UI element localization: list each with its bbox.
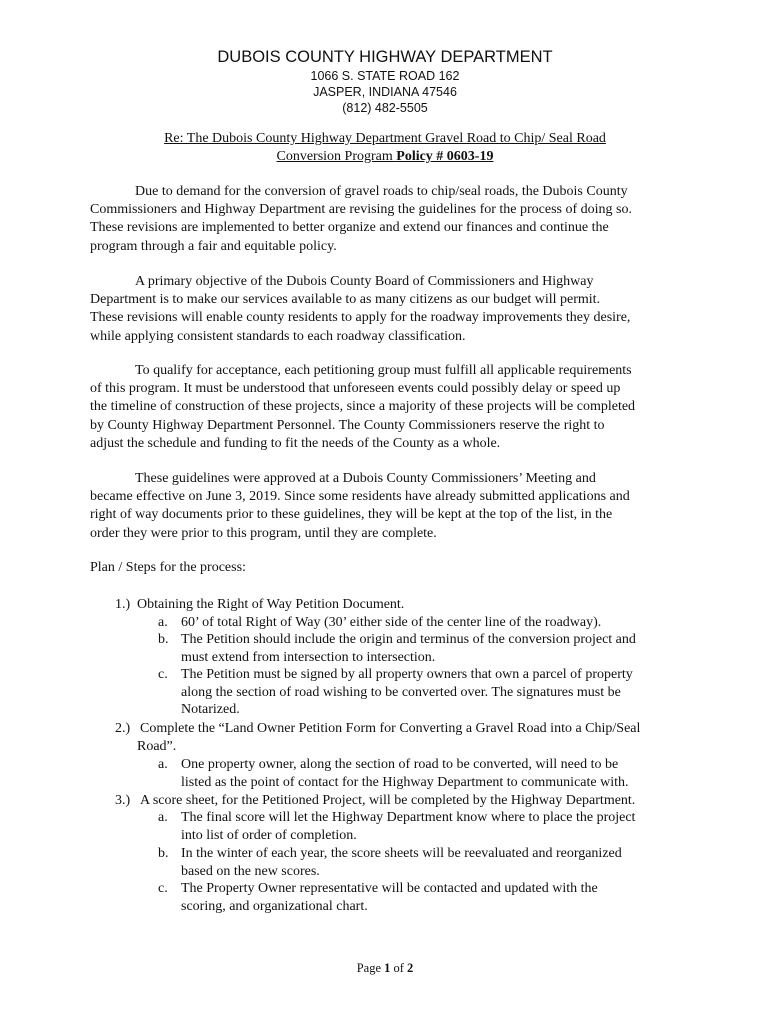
address-line-2: JASPER, INDIANA 47546 <box>313 85 457 99</box>
subject-plain: Conversion Program <box>276 149 397 164</box>
step-text: into list of order of completion. <box>181 827 357 843</box>
step-number: 1.) <box>115 597 131 612</box>
total-pages: 2 <box>407 960 414 975</box>
step-text: listed as the point of contact for the Highway Department to communicate with. <box>181 774 629 790</box>
paragraph-3 <box>90 362 680 453</box>
step-text: The final score will let the Highway Department know where to place the project <box>181 810 636 825</box>
sub-letter: b. <box>158 632 169 647</box>
step-text: Notarized. <box>181 702 240 718</box>
step-text: In the winter of each year, the score sheets will be reevaluated and reorganized <box>181 846 622 861</box>
paragraph-line: the timeline of construction of these projects, since a majority of these projects will be completed <box>90 399 636 415</box>
paragraph-line: Department is to make our services available to as many citizens as our budget will permit. <box>90 292 601 308</box>
step-text: One property owner, along the section of road to be converted, will need to be <box>181 757 619 772</box>
plan-heading: Plan / Steps for the process: <box>90 560 246 575</box>
footer-page-word: Page <box>356 960 385 975</box>
sub-letter: b. <box>158 846 169 861</box>
phone-number: (812) 482-5505 <box>342 101 428 115</box>
paragraph-line: order they were prior to this program, until they are complete. <box>90 525 437 541</box>
paragraph-line: A primary objective of the Dubois County Board of Commissioners and Highway <box>135 274 594 289</box>
step-text: must extend from intersection to intersection. <box>181 649 436 665</box>
paragraph-line: To qualify for acceptance, each petitioning group must fulfill all applicable requirements <box>135 363 632 378</box>
paragraph-line: These revisions will enable county residents to apply for the roadway improvements they desire, <box>90 310 631 326</box>
step-text: scoring, and organizational chart. <box>181 898 368 914</box>
step-text: Road”. <box>137 738 177 754</box>
step-number: 3.) <box>115 793 131 808</box>
paragraph-line: of this program. It must be understood that unforeseen events could possibly delay or speed up <box>90 381 621 397</box>
paragraph-1 <box>90 183 680 256</box>
sub-letter: a. <box>158 615 168 630</box>
page-footer <box>0 961 770 976</box>
step-text: A score sheet, for the Petitioned Project, will be completed by the Highway Department. <box>140 793 636 808</box>
step-text: Obtaining the Right of Way Petition Document. <box>137 597 405 612</box>
subject-line-2 <box>0 149 770 165</box>
step-number: 2.) <box>115 721 131 736</box>
step-text: The Petition must be signed by all property owners that own a parcel of property <box>181 667 633 682</box>
paragraph-4 <box>90 470 680 543</box>
address-line-1: 1066 S. STATE ROAD 162 <box>310 69 460 83</box>
paragraph-2 <box>90 273 680 346</box>
subject-line-1: Re: The Dubois County Highway Department Gravel Road to Chip/ Seal Road <box>164 131 606 146</box>
paragraph-line: by County Highway Department Personnel. The County Commissioners reserve the right to <box>90 417 605 433</box>
paragraph-line: right of way documents prior to these guidelines, they will be kept at the top of the list, in the <box>90 507 613 523</box>
sub-letter: a. <box>158 757 168 772</box>
sub-letter: c. <box>158 667 168 682</box>
footer-of-word: of <box>390 960 408 975</box>
step-text: 60’ of total Right of Way (30’ either side of the center line of the roadway). <box>181 615 602 630</box>
step-text: Complete the “Land Owner Petition Form for Converting a Gravel Road into a Chip/Seal <box>140 721 641 736</box>
policy-number: Policy # 0603-19 <box>396 149 494 164</box>
paragraph-line: These guidelines were approved at a Dubois County Commissioners’ Meeting and <box>135 471 596 486</box>
step-text: along the section of road wishing to be converted over. The signatures must be <box>181 684 621 700</box>
paragraph-line: while applying consistent standards to each roadway classification. <box>90 328 466 344</box>
sub-letter: c. <box>158 881 168 896</box>
paragraph-line: became effective on June 3, 2019. Since some residents have already submitted applications and <box>90 489 630 505</box>
step-text: The Petition should include the origin and terminus of the conversion project and <box>181 632 636 647</box>
step-text: based on the new scores. <box>181 863 320 879</box>
paragraph-line: program through a fair and equitable policy. <box>90 238 337 254</box>
step-text: The Property Owner representative will be contacted and updated with the <box>181 881 598 896</box>
paragraph-line: Commissioners and Highway Department are revising the guidelines for the process of doing so. <box>90 202 632 218</box>
sub-letter: a. <box>158 810 168 825</box>
current-page-number: 1 <box>384 960 391 975</box>
paragraph-line: Due to demand for the conversion of gravel roads to chip/seal roads, the Dubois County <box>135 184 628 199</box>
org-title: DUBOIS COUNTY HIGHWAY DEPARTMENT <box>217 48 553 66</box>
paragraph-line: These revisions are implemented to better organize and extend our finances and continue the <box>90 220 609 236</box>
paragraph-line: adjust the schedule and funding to fit the needs of the County as a whole. <box>90 435 501 451</box>
